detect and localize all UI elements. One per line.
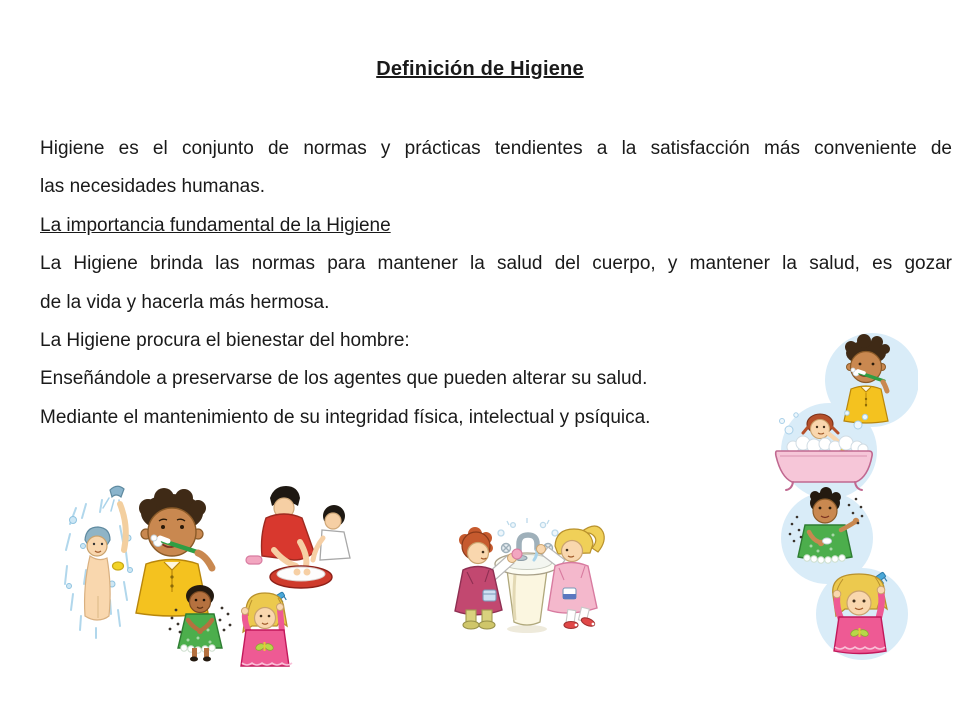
girl-combing-hair-illustration <box>241 592 292 666</box>
shower-head-icon <box>110 486 124 497</box>
text-line: La Higiene procura el bienestar del hombre: <box>40 330 410 352</box>
soap-icon <box>512 549 522 559</box>
hygiene-bubbles-illustration <box>763 327 918 667</box>
soap-icon <box>823 538 832 544</box>
text-line: Mediante el mantenimiento de su integridad física, intelectual y psíquica. <box>40 406 651 428</box>
kid-showering-illustration <box>65 486 133 638</box>
hygiene-collage-illustration <box>60 480 365 675</box>
text-line: La Higiene brinda las normas para mantener la salud del cuerpo, y mantener la salud, es gozar <box>40 253 952 275</box>
kids-washing-hands-sink-illustration <box>443 512 613 637</box>
text-line: de la vida y hacerla más hermosa. <box>40 291 330 313</box>
text-line-subheading: La importancia fundamental de la Higiene <box>40 214 391 236</box>
soap-icon <box>246 556 262 564</box>
bubble-girl-in-bathtub <box>776 411 873 490</box>
text-line: las necesidades humanas. <box>40 176 265 198</box>
father-washing-child-hands-illustration <box>246 486 350 588</box>
bubble-girl-combing-hair <box>833 572 889 654</box>
text-line: Enseñándole a preservarse de los agentes que pueden alterar su salud. <box>40 368 648 390</box>
pedestal-sink <box>495 518 559 633</box>
sponge-icon <box>113 562 124 570</box>
page-title: Definición de Higiene <box>376 58 584 80</box>
text-line: Higiene es el conjunto de normas y prácticas tendientes a la satisfacción más conveniente de <box>40 138 952 159</box>
